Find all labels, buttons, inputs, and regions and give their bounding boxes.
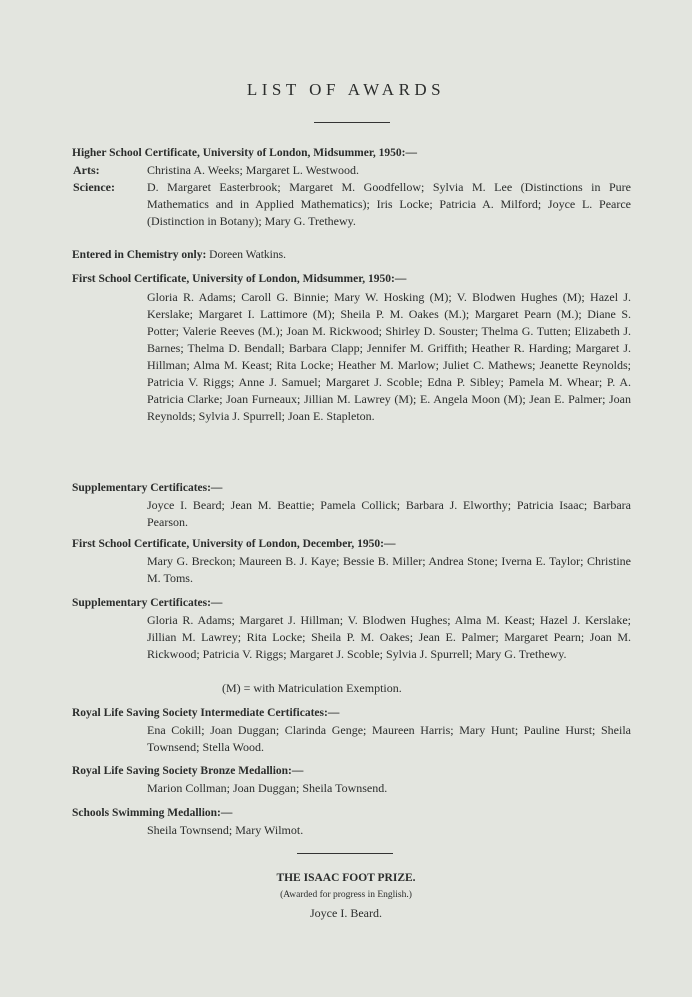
matriculation-note: (M) = with Matriculation Exemption.: [222, 681, 402, 695]
chemistry-entry: [72, 248, 286, 263]
arts-names: Christina A. Weeks; Margaret L. Westwood.: [147, 163, 360, 177]
fsc-midsummer-heading: First School Certificate, University of London, Midsummer, 1950:—: [72, 273, 407, 285]
rlss-intermediate-names: Ena Cokill; Joan Duggan; Clarinda Genge; Maureen Harris; Mary Hunt; Pauline Hurst; Sheila Townsend; Stella Wood.: [147, 723, 631, 754]
swimming-heading: Schools Swimming Medallion:—: [72, 807, 233, 819]
rlss-intermediate-heading: Royal Life Saving Society Intermediate Certificates:—: [72, 707, 340, 719]
fsc-midsummer-names: Gloria R. Adams; Caroll G. Binnie; Mary W. Hosking (M); V. Blodwen Hughes (M); Hazel J. Kerslake; Margaret I. Lattimore (M); Sheila P. M. Oakes (M.); Margaret Pearn (M.); Diane S. Potter; Valerie Reeves (M.); Joan M. Rickwood; Shirley D. Souster; Thelma G. Tutten; Elizabeth J. Barnes; Thelma D. Bendall; Barbara Clapp; Jennifer M. Griffith; Heather R. Harding; Margaret J. Hillman; Alma M. Keast; Rita Locke; Heather M. Marlow; Juliet C. Mathews; Jeanette Reynolds; Patricia V. Riggs; Anne J. Samuel; Margaret J. Scoble; Edna P. Sibley; Pamela M. Whear; P. A. Patricia Clarke; Joan Furneaux; Jillian M. Lawrey (M); E. Angela Moon (M); Jean E. Palmer; Joan Reynolds; Sylvia J. Spurrell; Joan E. Stapleton.: [147, 290, 631, 423]
hsc-heading: Higher School Certificate, University of London, Midsummer, 1950:—: [72, 147, 417, 159]
arts-label: Arts:: [73, 163, 100, 177]
chemistry-label: Entered in Chemistry only:: [72, 249, 207, 261]
swimming-names: Sheila Townsend; Mary Wilmot.: [147, 823, 304, 837]
prize-title: THE ISAAC FOOT PRIZE.: [276, 872, 416, 884]
fsc-december-names: Mary G. Breckon; Maureen B. J. Kaye; Bessie B. Miller; Andrea Stone; Iverna E. Taylor; Christine M. Toms.: [147, 554, 631, 585]
page-title: LIST OF AWARDS: [246, 80, 446, 99]
prize-winner: Joyce I. Beard.: [310, 906, 382, 920]
supplementary-names-1: Joyce I. Beard; Jean M. Beattie; Pamela Collick; Barbara J. Elworthy; Patricia Isaac; Barbara Pearson.: [147, 498, 631, 529]
supplementary-heading-1: Supplementary Certificates:—: [72, 482, 223, 494]
science-names: D. Margaret Easterbrook; Margaret M. Goodfellow; Sylvia M. Lee (Distinctions in Pure Mathematics and in Applied Mathematics); Iris Locke; Patricia A. Milford; Joyce L. Pearce (Distinction in Botany); Mary G. Trethewy.: [147, 180, 631, 228]
chemistry-name: Doreen Watkins.: [209, 249, 286, 261]
title-rule: [314, 122, 390, 123]
supplementary-names-2: Gloria R. Adams; Margaret J. Hillman; V. Blodwen Hughes; Alma M. Keast; Hazel J. Kerslake; Jillian M. Lawrey; Rita Locke; Sheila P. M. Oakes; Jean E. Palmer; Margaret Pearn; Joan M. Rickwood; Patricia V. Riggs; Margaret J. Scoble; Sylvia J. Spurrell; Mary G. Trethewy.: [147, 613, 631, 661]
supplementary-heading-2: Supplementary Certificates:—: [72, 597, 223, 609]
prize-rule: [297, 853, 393, 854]
rlss-bronze-names: Marion Collman; Joan Duggan; Sheila Townsend.: [147, 781, 388, 795]
science-label: Science:: [73, 180, 115, 194]
rlss-bronze-heading: Royal Life Saving Society Bronze Medallion:—: [72, 765, 304, 777]
fsc-december-heading: First School Certificate, University of London, December, 1950:—: [72, 538, 396, 550]
prize-subtitle: (Awarded for progress in English.): [280, 890, 412, 900]
